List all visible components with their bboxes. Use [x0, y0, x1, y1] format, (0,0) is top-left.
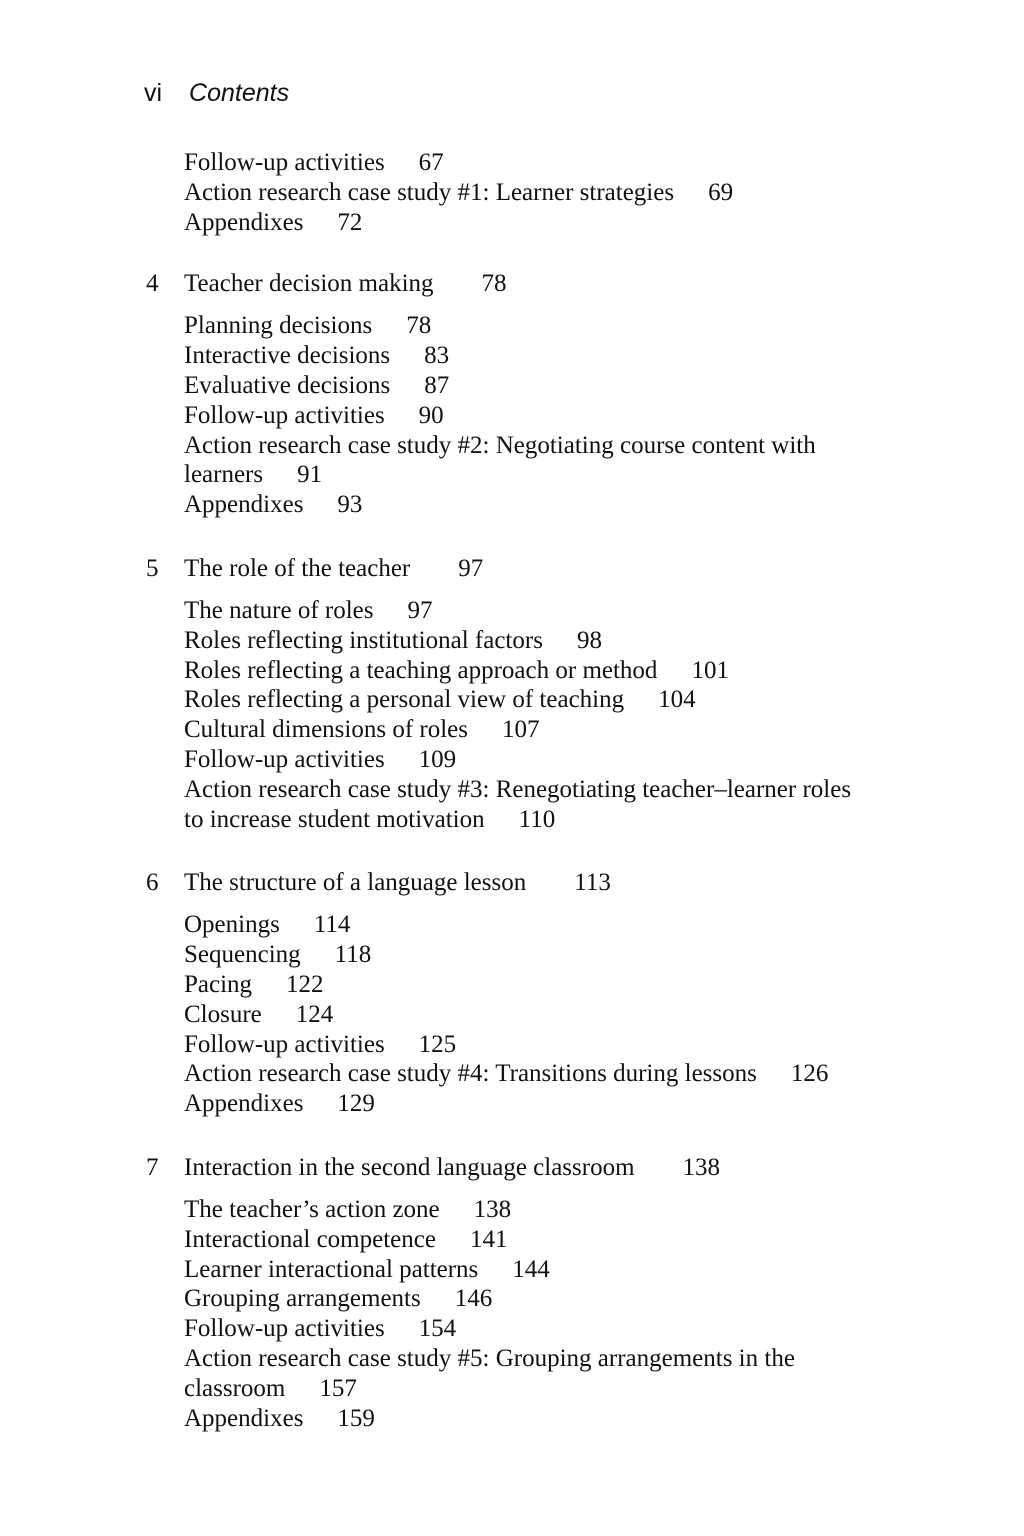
toc-entry [184, 178, 884, 208]
toc-entry-page-number: 144 [512, 1255, 550, 1283]
toc-entry-title: Learner interactional patterns [184, 1255, 479, 1283]
toc-entry-page-number: 107 [502, 716, 540, 744]
toc-entry-page-number: 122 [286, 970, 324, 998]
toc-entry [184, 910, 884, 940]
toc-entry-title: Openings [184, 911, 280, 939]
toc-entry [184, 1314, 884, 1344]
toc-entry [184, 1255, 884, 1285]
toc-entry-title: Action research case study #2: Negotiating course content with [184, 431, 816, 459]
toc-entry [184, 1000, 884, 1030]
toc-entry [184, 626, 884, 656]
toc-entry [184, 1344, 884, 1404]
toc-entry-page-number: 154 [418, 1315, 457, 1343]
chapter-heading [0, 1153, 1024, 1183]
toc-entry-page-number: 124 [295, 1000, 334, 1028]
toc-entry [184, 1030, 884, 1060]
toc-entry-page-number: 125 [418, 1030, 457, 1058]
toc-entry-title: Appendixes [184, 208, 304, 236]
toc-entry-page-number: 101 [691, 656, 729, 684]
toc-entry [184, 970, 884, 1000]
toc-entry [184, 1089, 884, 1119]
toc-entry-title-continued: to increase student motivation [184, 805, 485, 833]
toc-entry [184, 371, 884, 401]
toc-entry-page-number: 91 [297, 461, 323, 489]
chapter-heading [0, 554, 1024, 584]
toc-entry-page-number: 98 [576, 626, 602, 654]
chapter-number: 7 [146, 1153, 159, 1181]
chapter-title: The structure of a language lesson [184, 869, 527, 897]
toc-entry-title: Evaluative decisions [184, 371, 391, 399]
toc-entry [184, 341, 884, 371]
toc-entry-title: The teacher’s action zone [184, 1195, 440, 1223]
toc-entry-page-number: 110 [518, 805, 556, 833]
chapter-block [0, 868, 1024, 1119]
toc-entry [184, 431, 884, 491]
running-head-title: Contents [189, 79, 290, 107]
chapter-title: The role of the teacher [184, 554, 411, 582]
toc-entry-page-number: 90 [418, 401, 444, 429]
chapter-number: 6 [146, 869, 159, 897]
chapter-title: Interaction in the second language classroom [184, 1153, 635, 1181]
toc-entry-title: Follow-up activities [184, 745, 385, 773]
toc-entry-title: Roles reflecting a teaching approach or method [184, 656, 658, 684]
chapter-title: Teacher decision making [184, 270, 434, 298]
toc-entry-page-number: 83 [424, 342, 450, 370]
toc-entry-title: Closure [184, 1000, 262, 1028]
chapter-title-line [184, 868, 611, 898]
toc-entry-title: Follow-up activities [184, 1315, 385, 1343]
toc-entry-page-number: 69 [708, 178, 734, 206]
toc-entry [184, 1404, 884, 1434]
toc-entry [184, 1059, 884, 1089]
toc-entry-page-number: 129 [337, 1090, 375, 1118]
chapter-page-number: 138 [682, 1153, 721, 1181]
chapter-title-line [184, 1153, 720, 1183]
toc-entry-title: Roles reflecting a personal view of teaching [184, 686, 625, 714]
toc-entry [184, 490, 884, 520]
chapter-page-number: 97 [458, 554, 484, 582]
toc-entry-page-number: 138 [473, 1195, 512, 1223]
toc-entry-title: Planning decisions [184, 312, 373, 340]
toc-entry-page-number: 78 [406, 312, 432, 340]
toc-entry-page-number: 159 [337, 1404, 375, 1432]
chapter-number: 4 [146, 270, 159, 298]
toc-entry-title: Interactive decisions [184, 342, 391, 370]
toc-entry-page-number: 93 [337, 491, 363, 519]
toc-entry-title: Cultural dimensions of roles [184, 716, 468, 744]
toc-entry [184, 940, 884, 970]
toc-entry [184, 401, 884, 431]
toc-entry-title: Appendixes [184, 1090, 304, 1118]
toc-entry-page-number: 126 [790, 1060, 829, 1088]
running-head [144, 78, 289, 108]
toc-entry-title: Sequencing [184, 941, 301, 969]
toc-entry-page-number: 118 [334, 941, 372, 969]
toc-entry-page-number: 67 [418, 149, 444, 176]
chapter-block [0, 1153, 1024, 1433]
chapter-page-number: 113 [574, 869, 611, 897]
toc-entry-title: Pacing [184, 970, 253, 998]
toc-entry-page-number: 146 [454, 1285, 493, 1313]
chapter-heading [0, 868, 1024, 898]
toc-entry [184, 208, 884, 238]
toc-entry-page-number: 141 [469, 1225, 508, 1253]
toc-entry [184, 685, 884, 715]
toc-entry-page-number: 109 [418, 745, 457, 773]
toc-entry-title: Follow-up activities [184, 401, 385, 429]
toc-entry [184, 745, 884, 775]
toc-entry-page-number: 104 [658, 686, 696, 714]
toc-entry [184, 1195, 884, 1225]
toc-entry [184, 715, 884, 745]
toc-entry [184, 148, 884, 178]
toc-entry-title: Roles reflecting institutional factors [184, 626, 543, 654]
toc-entry-title: Interactional competence [184, 1225, 436, 1253]
toc-entry-title: Appendixes [184, 491, 304, 519]
toc-entry-page-number: 97 [407, 596, 433, 624]
toc-entry [184, 1225, 884, 1255]
toc-entry-page-number: 87 [424, 371, 450, 399]
toc-entry-title: Action research case study #1: Learner strategies [184, 178, 675, 206]
continued-entries [0, 148, 1024, 237]
toc-entry [184, 311, 884, 341]
toc-entry [184, 596, 884, 626]
toc-entry-page-number: 114 [313, 911, 351, 939]
toc-entry-title: Follow-up activities [184, 149, 385, 176]
toc-entry-page-number: 72 [337, 208, 363, 236]
chapter-page-number: 78 [481, 270, 507, 298]
toc-entry-title: Action research case study #5: Grouping arrangements in the [184, 1344, 795, 1372]
toc-entry-title: Grouping arrangements [184, 1285, 421, 1313]
page-folio: vi [144, 79, 163, 107]
table-of-contents [0, 148, 1024, 1433]
toc-entry-title: The nature of roles [184, 596, 374, 624]
toc-entry-title-continued: learners [184, 461, 264, 489]
toc-entry-title: Appendixes [184, 1404, 304, 1432]
toc-entry [184, 1284, 884, 1314]
chapter-title-line [184, 554, 483, 584]
toc-entry [184, 775, 884, 835]
toc-entry-title: Action research case study #4: Transitions during lessons [184, 1060, 757, 1088]
toc-entry-title: Action research case study #3: Renegotiating teacher–learner roles [184, 775, 852, 803]
toc-entry-page-number: 157 [319, 1374, 357, 1402]
chapter-title-line [184, 269, 507, 299]
chapter-heading [0, 269, 1024, 299]
toc-entry [184, 656, 884, 686]
chapter-block [0, 269, 1024, 520]
chapter-number: 5 [146, 554, 159, 582]
chapter-block [0, 554, 1024, 834]
toc-entry-title: Follow-up activities [184, 1030, 385, 1058]
toc-entry-title-continued: classroom [184, 1374, 286, 1402]
